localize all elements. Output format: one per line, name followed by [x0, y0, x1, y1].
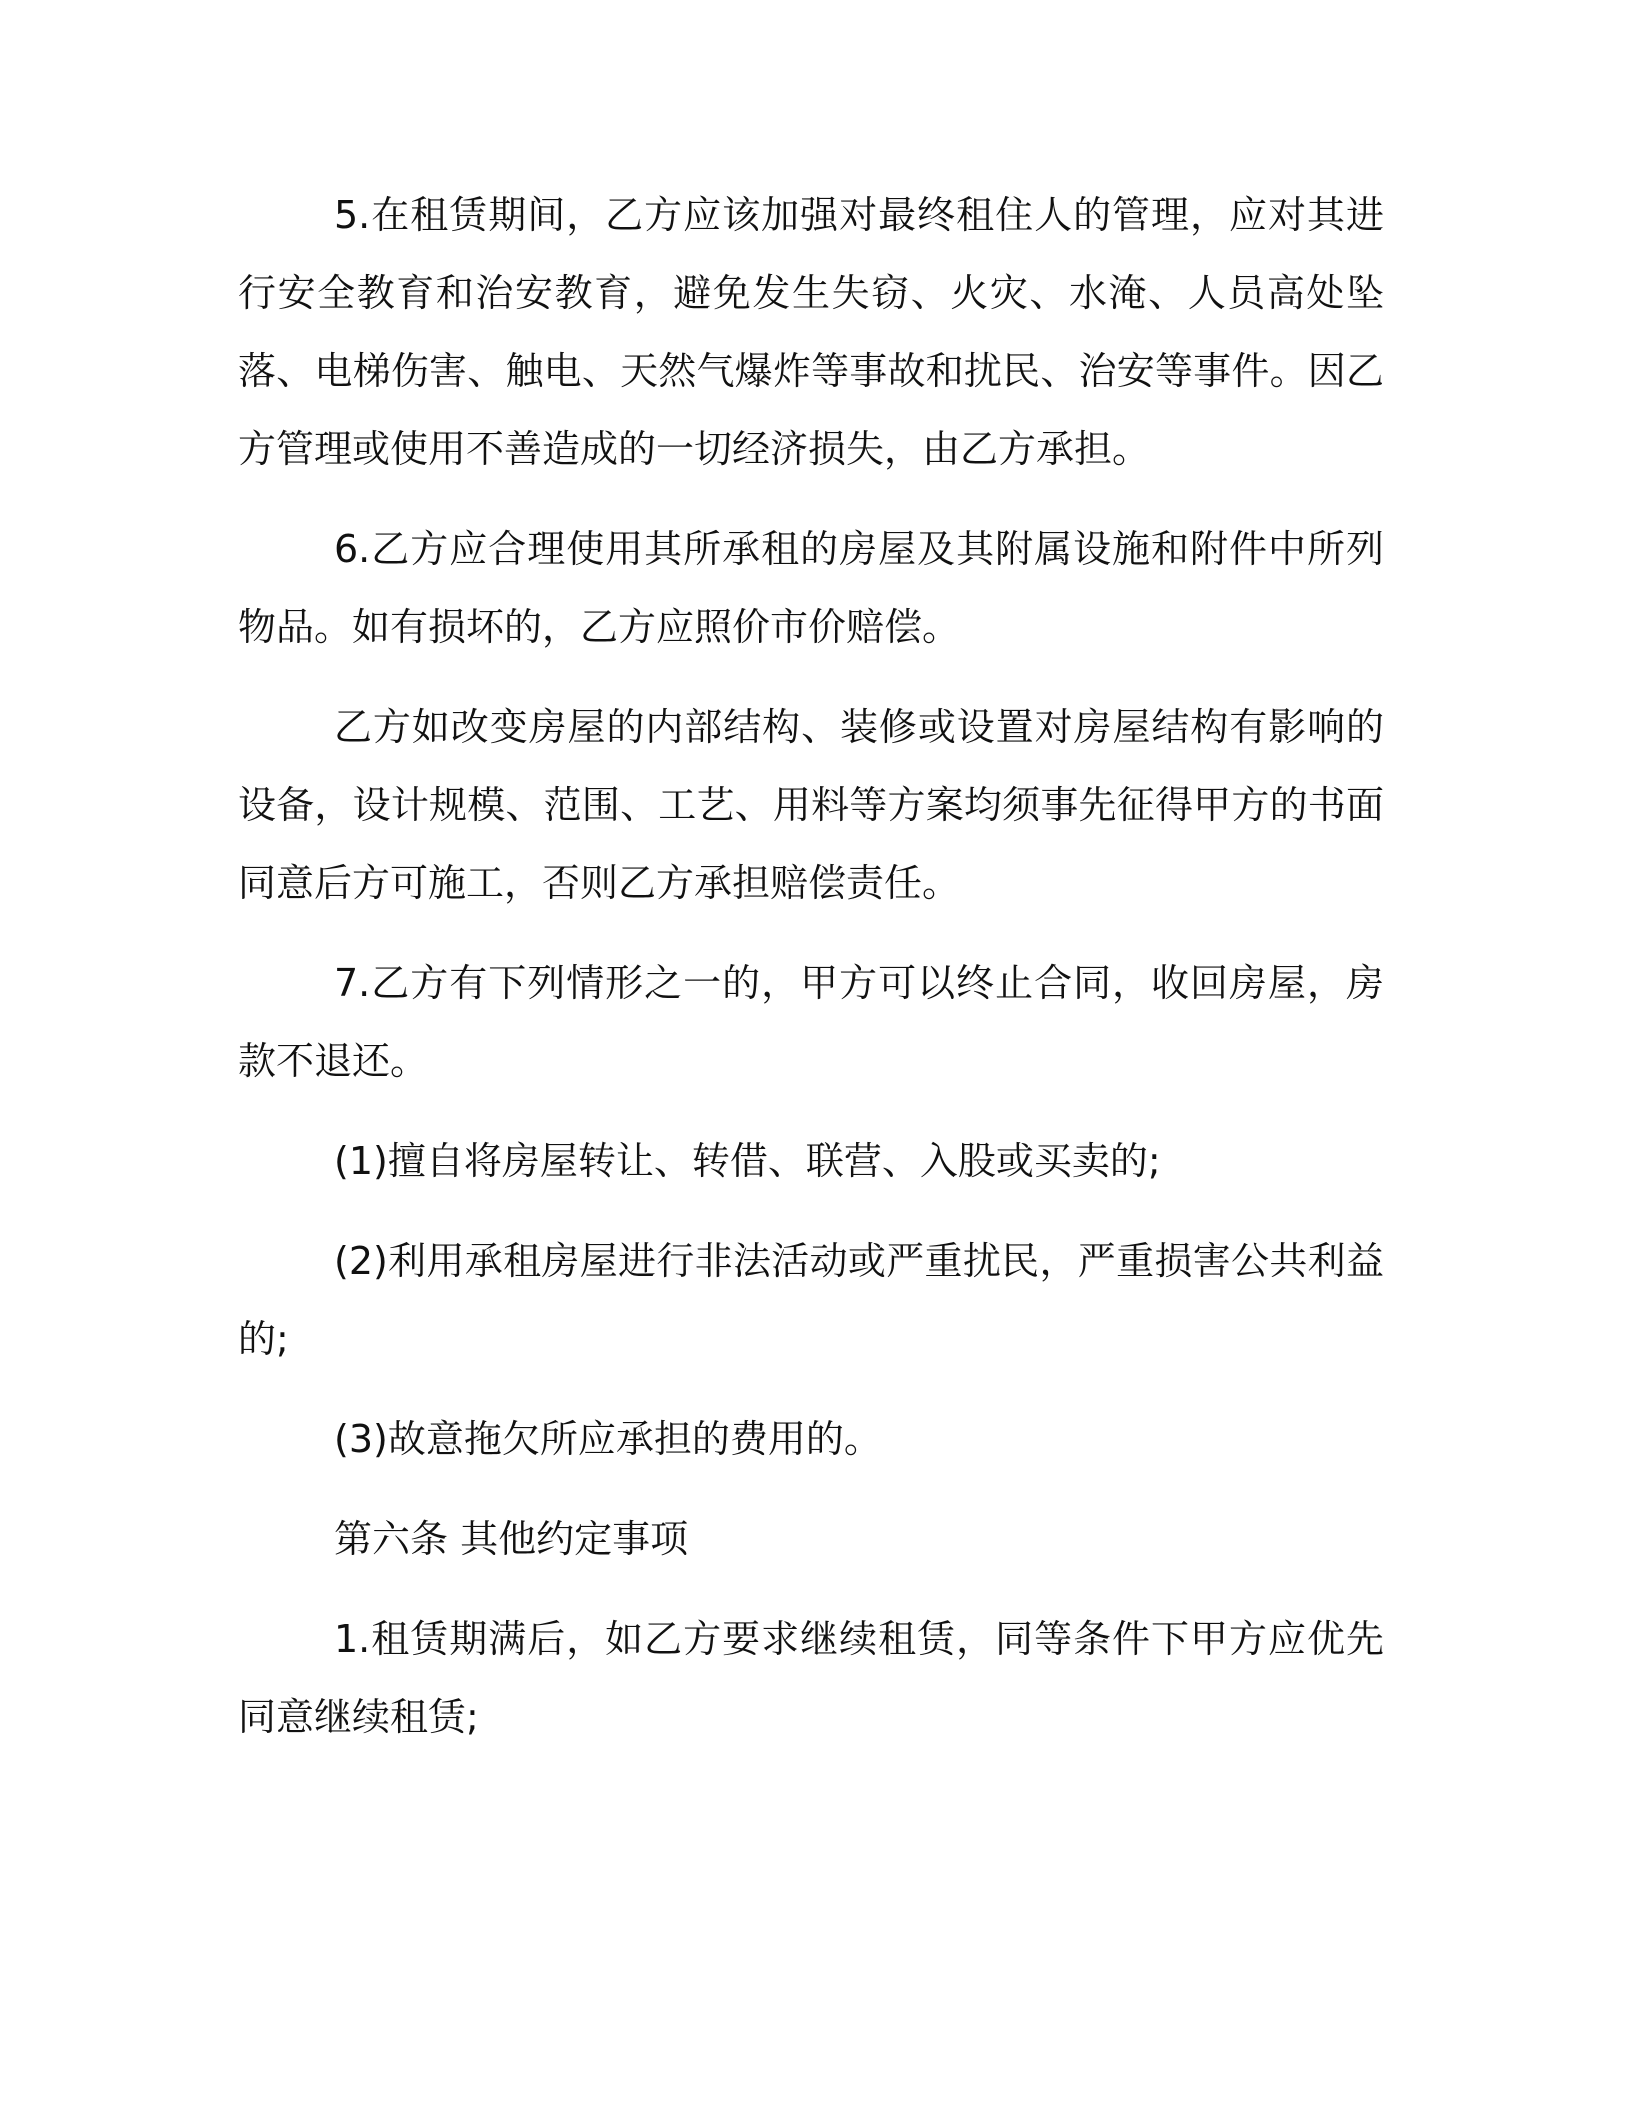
clause-7-item-3: (3)故意拖欠所应承担的费用的。 [334, 1417, 882, 1461]
clause-6-paragraph: 6.乙方应合理使用其所承租的房屋及其附属设施和附件中所列物品。如有损坏的，乙方应照价市价赔偿。 [238, 527, 1384, 649]
article-6-item-1: 1.租赁期满后，如乙方要求继续租赁，同等条件下甲方应优先同意继续租赁; [238, 1617, 1384, 1739]
structure-change-paragraph: 乙方如改变房屋的内部结构、装修或设置对房屋结构有影响的设备，设计规模、范围、工艺、用料等方案均须事先征得甲方的书面同意后方可施工，否则乙方承担赔偿责任。 [238, 705, 1384, 905]
document-body [238, 176, 1384, 1778]
clause-7-paragraph: 7.乙方有下列情形之一的，甲方可以终止合同，收回房屋，房款不退还。 [238, 961, 1384, 1083]
article-6-heading: 第六条 其他约定事项 [334, 1517, 689, 1561]
clause-7-item-1: (1)擅自将房屋转让、转借、联营、入股或买卖的; [334, 1139, 1161, 1183]
clause-5-paragraph: 5.在租赁期间，乙方应该加强对最终租住人的管理，应对其进行安全教育和治安教育，避免发生失窃、火灾、水淹、人员高处坠落、电梯伤害、触电、天然气爆炸等事故和扰民、治安等事件。因乙方管理或使用不善造成的一切经济损失，由乙方承担。 [238, 193, 1384, 471]
clause-7-item-2: (2)利用承租房屋进行非法活动或严重扰民，严重损害公共利益的; [238, 1239, 1384, 1361]
